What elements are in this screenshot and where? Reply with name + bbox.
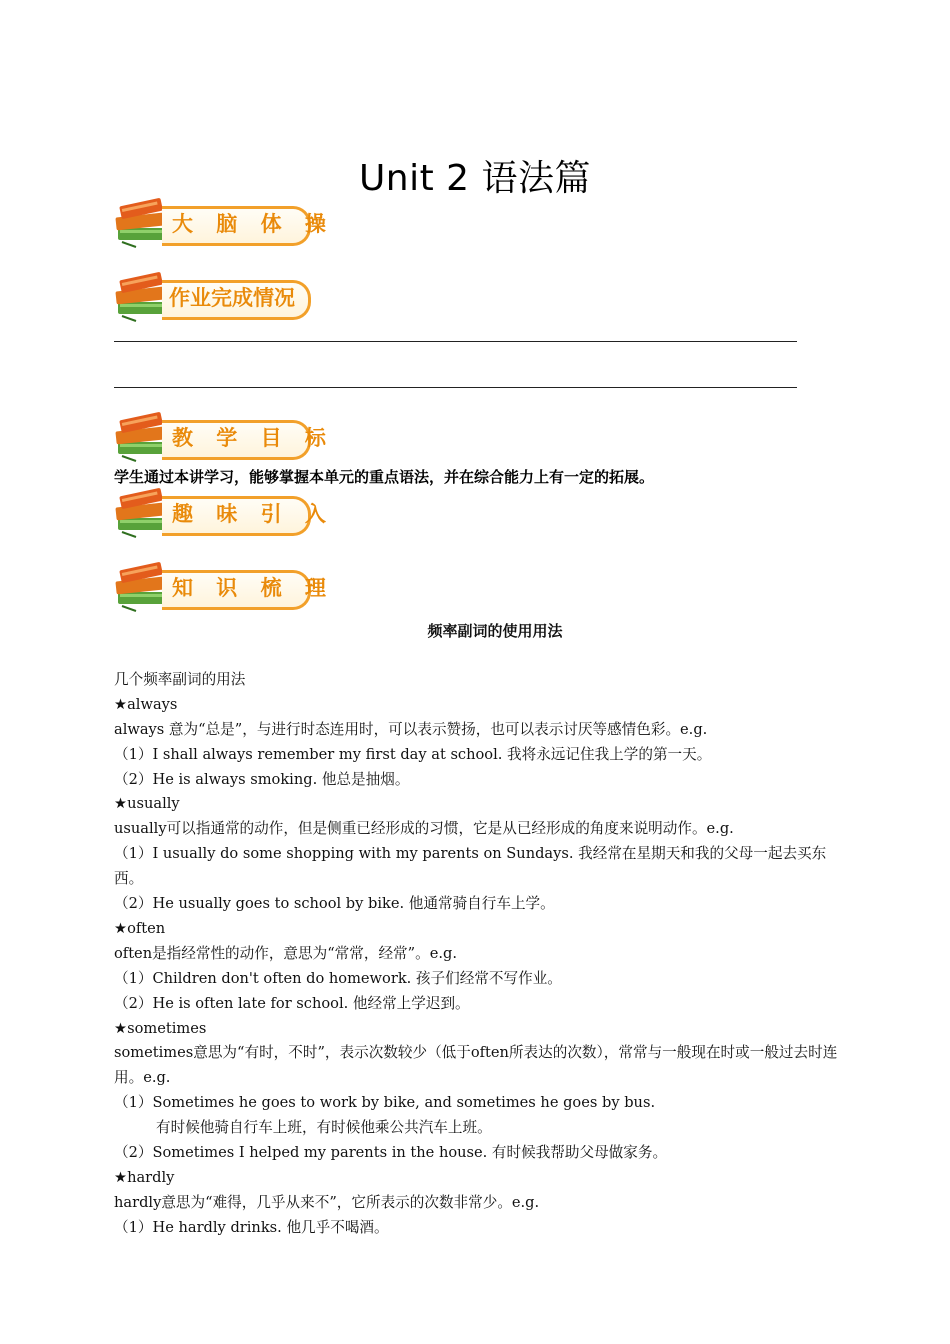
example-line: （1）I shall always remember my first day at school. 我将永远记住我上学的第一天。	[114, 745, 712, 763]
example-line: （1）Children don't often do homework. 孩子们经常不写作业。	[114, 969, 562, 987]
banner-label: 作业完成情况	[169, 286, 295, 310]
paragraph: hardly意思为“难得，几乎从来不”，它所表示的次数非常少。e.g.	[114, 1193, 540, 1211]
banner-label: 知 识 梳 理	[172, 576, 334, 600]
example-line: （2）He is always smoking. 他总是抽烟。	[114, 770, 410, 788]
teaching-goal-text: 学生通过本讲学习，能够掌握本单元的重点语法，并在综合能力上有一定的拓展。	[114, 468, 655, 486]
heading-usually: ★usually	[114, 795, 180, 813]
heading-hardly: ★hardly	[114, 1168, 175, 1186]
banner-homework-status	[114, 272, 314, 324]
example-line: （1）I usually do some shopping with my parents on Sundays. 我经常在星期天和我的父母一起去买东西。	[114, 845, 827, 888]
heading-often: ★often	[114, 919, 166, 937]
paragraph: 几个频率副词的用法	[114, 671, 246, 688]
paragraph: usually可以指通常的动作，但是侧重已经形成的习惯，它是从已经形成的角度来说明动作。e.g.	[114, 820, 734, 838]
example-line: （2）He usually goes to school by bike. 他通常骑自行车上学。	[114, 895, 555, 913]
banner-knowledge-review	[114, 562, 334, 614]
example-line: （1）He hardly drinks. 他几乎不喝酒。	[114, 1218, 389, 1236]
banner-label: 教 学 目 标	[172, 426, 334, 450]
paragraph: sometimes意思为“有时，不时”，表示次数较少（低于often所表达的次数），常常与一般现在时或一般过去时连用。e.g.	[114, 1044, 838, 1087]
paragraph: often是指经常性的动作，意思为“常常，经常”。e.g.	[114, 944, 457, 962]
banner-label: 大 脑 体 操	[172, 212, 334, 236]
banner-fun-intro	[114, 488, 334, 540]
banner-teaching-goal	[114, 412, 334, 464]
lesson-content	[114, 668, 844, 1241]
example-line: （2）Sometimes I helped my parents in the house. 有时候我帮助父母做家务。	[114, 1143, 668, 1161]
banner-label: 趣 味 引 入	[172, 502, 334, 526]
section-title: 频率副词的使用用法	[427, 622, 563, 640]
answer-line	[114, 387, 797, 388]
example-translation: 有时候他骑自行车上班，有时候他乘公共汽车上班。	[156, 1119, 492, 1137]
banner-brain-exercise	[114, 198, 334, 250]
answer-line	[114, 341, 797, 342]
page-title: Unit 2 语法篇	[358, 158, 592, 199]
heading-sometimes: ★sometimes	[114, 1019, 207, 1037]
paragraph: always 意为“总是”，与进行时态连用时，可以表示赞扬，也可以表示讨厌等感情色彩。e.g.	[114, 720, 708, 738]
example-line: （1）Sometimes he goes to work by bike, and sometimes he goes by bus.	[114, 1094, 656, 1112]
heading-always: ★always	[114, 695, 178, 713]
example-line: （2）He is often late for school. 他经常上学迟到。	[114, 994, 470, 1012]
